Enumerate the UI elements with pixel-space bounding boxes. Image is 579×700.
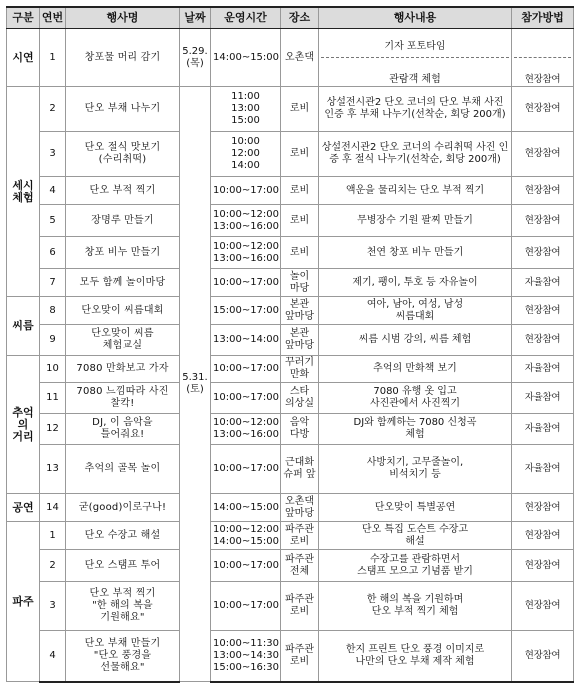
place-cell: 파주관 로비 — [281, 582, 319, 631]
row-number: 1 — [40, 522, 66, 550]
table-row — [7, 237, 574, 269]
table-row — [7, 297, 574, 325]
table-row — [7, 132, 574, 177]
time-cell: 10:00~17:00 — [211, 550, 281, 582]
place-cell: 로비 — [281, 205, 319, 237]
place-cell: 파주관 전체 — [281, 550, 319, 582]
header-category: 구분 — [7, 7, 40, 29]
row-number: 2 — [40, 550, 66, 582]
content-cell: 추억의 만화책 보기 — [319, 356, 512, 383]
category-cell: 추억 의 거리 — [7, 356, 40, 494]
table-row — [7, 205, 574, 237]
place-cell: 음악 다방 — [281, 414, 319, 445]
event-name: 단오맞이 씨름 체험교실 — [66, 325, 180, 356]
content-cell: 한 해의 복을 기원하며 단오 부적 찍기 체험 — [319, 582, 512, 631]
time-cell: 10:00~17:00 — [211, 582, 281, 631]
participation-cell: 현장참여 — [512, 325, 574, 356]
event-name: 굳(good)이로구나! — [66, 494, 180, 522]
header-time: 운영시간 — [211, 7, 281, 29]
time-cell: 10:00 12:00 14:00 — [211, 132, 281, 177]
place-cell: 로비 — [281, 177, 319, 205]
table-row — [7, 383, 574, 414]
time-cell: 10:00~12:00 13:00~16:00 — [211, 414, 281, 445]
date-cell: 5.29. (목) — [180, 29, 211, 87]
place-cell: 꾸러기 만화 — [281, 356, 319, 383]
row-number: 13 — [40, 445, 66, 494]
row-number: 10 — [40, 356, 66, 383]
time-cell: 15:00~17:00 — [211, 297, 281, 325]
event-name: 창포 비누 만들기 — [66, 237, 180, 269]
participation-cell: 현장참여 — [512, 494, 574, 522]
row-number: 3 — [40, 132, 66, 177]
dashed-divider — [514, 57, 571, 58]
place-cell: 근대화 슈퍼 앞 — [281, 445, 319, 494]
table-row — [7, 87, 574, 132]
content-cell: 액운을 물리치는 단오 부적 찍기 — [319, 177, 512, 205]
participation-cell: 현장참여 — [512, 297, 574, 325]
header-number: 연번 — [40, 7, 66, 29]
event-name: 단오 절식 맛보기 (수리취떡) — [66, 132, 180, 177]
event-name: 단오 부적 찍기 "한 해의 복을 기원해요" — [66, 582, 180, 631]
participation-cell: 현장참여 — [512, 132, 574, 177]
row-number: 9 — [40, 325, 66, 356]
event-name: 단오 부채 만들기 "단오 풍경을 선물해요" — [66, 631, 180, 682]
event-name: 7080 느낌따라 사진 찰칵! — [66, 383, 180, 414]
event-name: 추억의 골목 놀이 — [66, 445, 180, 494]
table-header-row — [7, 7, 574, 29]
date-cell: 5.31. (토) — [180, 87, 211, 682]
time-cell: 10:00~17:00 — [211, 269, 281, 297]
participation-cell: 현장참여 — [512, 582, 574, 631]
time-cell: 10:00~12:00 13:00~16:00 — [211, 205, 281, 237]
content-cell: 씨름 시범 강의, 씨름 체험 — [319, 325, 512, 356]
row-number: 12 — [40, 414, 66, 445]
table-row — [7, 177, 574, 205]
place-cell: 오촌댁 — [281, 29, 319, 87]
content-cell: 천연 창포 비누 만들기 — [319, 237, 512, 269]
place-cell: 파주관 로비 — [281, 522, 319, 550]
participation-cell: 현장참여 — [512, 522, 574, 550]
row-number: 1 — [40, 29, 66, 87]
event-name: 7080 만화보고 가자 — [66, 356, 180, 383]
participation-cell: 현장참여 — [512, 550, 574, 582]
event-name: 단오 수장고 해설 — [66, 522, 180, 550]
event-schedule-table — [6, 6, 574, 683]
row-number: 3 — [40, 582, 66, 631]
time-cell: 10:00~12:00 13:00~16:00 — [211, 237, 281, 269]
place-cell: 스타 의상실 — [281, 383, 319, 414]
row-number: 5 — [40, 205, 66, 237]
schedule-document — [6, 6, 573, 683]
content-cell: 상설전시관2 단오 코너의 단오 부채 사진 인증 후 부채 나누기(선착순, 회당 200개) — [319, 87, 512, 132]
row-number: 8 — [40, 297, 66, 325]
event-name: 장명루 만들기 — [66, 205, 180, 237]
content-cell: 사방치기, 고무줄놀이, 비석치기 등 — [319, 445, 512, 494]
participation-cell: 자율참여 — [512, 445, 574, 494]
table-row — [7, 29, 574, 87]
row-number: 7 — [40, 269, 66, 297]
place-cell: 파주관 로비 — [281, 631, 319, 682]
participation-cell — [512, 29, 574, 87]
participation-bottom: 현장참여 — [524, 74, 561, 85]
table-row — [7, 582, 574, 631]
place-cell: 로비 — [281, 87, 319, 132]
table-row — [7, 631, 574, 682]
event-name: 단오 부채 나누기 — [66, 87, 180, 132]
participation-cell: 자율참여 — [512, 269, 574, 297]
content-cell: DJ와 함께하는 7080 신청곡 체험 — [319, 414, 512, 445]
row-number: 14 — [40, 494, 66, 522]
time-cell: 11:00 13:00 15:00 — [211, 87, 281, 132]
content-cell: 단오 특집 도슨트 수장고 해설 — [319, 522, 512, 550]
content-cell: 단오맞이 특별공연 — [319, 494, 512, 522]
time-cell: 14:00~15:00 — [211, 29, 281, 87]
header-participation: 참가방법 — [512, 7, 574, 29]
category-cell: 파주 — [7, 522, 40, 682]
table-row — [7, 269, 574, 297]
content-cell — [319, 29, 512, 87]
dashed-divider — [321, 57, 509, 58]
event-name: 단오 스탬프 투어 — [66, 550, 180, 582]
content-cell: 무병장수 기원 팔찌 만들기 — [319, 205, 512, 237]
place-cell: 놀이 마당 — [281, 269, 319, 297]
content-top: 기자 포토타임 — [384, 41, 446, 52]
content-bottom: 관람객 체험 — [389, 74, 441, 85]
participation-cell: 현장참여 — [512, 237, 574, 269]
category-cell: 공연 — [7, 494, 40, 522]
participation-cell: 현장참여 — [512, 205, 574, 237]
time-cell: 13:00~14:00 — [211, 325, 281, 356]
event-name: DJ, 이 음악을 틀어줘요! — [66, 414, 180, 445]
event-name: 단오 부적 찍기 — [66, 177, 180, 205]
content-cell: 여아, 남아, 여성, 남성 씨름대회 — [319, 297, 512, 325]
table-row — [7, 356, 574, 383]
table-row — [7, 414, 574, 445]
header-place: 장소 — [281, 7, 319, 29]
table-row — [7, 522, 574, 550]
participation-cell: 자율참여 — [512, 383, 574, 414]
time-cell: 10:00~17:00 — [211, 356, 281, 383]
category-cell: 씨름 — [7, 297, 40, 356]
content-cell: 7080 유행 옷 입고 사진관에서 사진찍기 — [319, 383, 512, 414]
place-cell: 로비 — [281, 132, 319, 177]
table-row — [7, 550, 574, 582]
header-event-name: 행사명 — [66, 7, 180, 29]
place-cell: 오촌댁 앞마당 — [281, 494, 319, 522]
category-cell: 세시 체험 — [7, 87, 40, 297]
row-number: 11 — [40, 383, 66, 414]
content-cell: 한지 프린트 단오 풍경 이미지로 나만의 단오 부채 제작 체험 — [319, 631, 512, 682]
content-cell: 제기, 팽이, 투호 등 자유놀이 — [319, 269, 512, 297]
row-number: 4 — [40, 631, 66, 682]
participation-cell: 자율참여 — [512, 356, 574, 383]
participation-cell: 현장참여 — [512, 177, 574, 205]
time-cell: 10:00~17:00 — [211, 445, 281, 494]
table-row — [7, 445, 574, 494]
participation-cell: 현장참여 — [512, 631, 574, 682]
table-row — [7, 325, 574, 356]
event-name: 모두 함께 놀이마당 — [66, 269, 180, 297]
time-cell: 10:00~11:30 13:00~14:30 15:00~16:30 — [211, 631, 281, 682]
participation-cell: 현장참여 — [512, 87, 574, 132]
place-cell: 본관 앞마당 — [281, 325, 319, 356]
row-number: 2 — [40, 87, 66, 132]
event-name: 단오맞이 씨름대회 — [66, 297, 180, 325]
content-cell: 상설전시관2 단오 코너의 수리취떡 사진 인증 후 절식 나누기(선착순, 회당 200개) — [319, 132, 512, 177]
row-number: 4 — [40, 177, 66, 205]
row-number: 6 — [40, 237, 66, 269]
time-cell: 10:00~12:00 14:00~15:00 — [211, 522, 281, 550]
participation-cell: 자율참여 — [512, 414, 574, 445]
time-cell: 10:00~17:00 — [211, 177, 281, 205]
place-cell: 본관 앞마당 — [281, 297, 319, 325]
time-cell: 14:00~15:00 — [211, 494, 281, 522]
category-cell: 시연 — [7, 29, 40, 87]
content-cell: 수장고를 관람하면서 스탬프 모으고 기념품 받기 — [319, 550, 512, 582]
place-cell: 로비 — [281, 237, 319, 269]
header-content: 행사내용 — [319, 7, 512, 29]
table-row — [7, 494, 574, 522]
header-date: 날짜 — [180, 7, 211, 29]
event-name: 창포물 머리 감기 — [66, 29, 180, 87]
time-cell: 10:00~17:00 — [211, 383, 281, 414]
